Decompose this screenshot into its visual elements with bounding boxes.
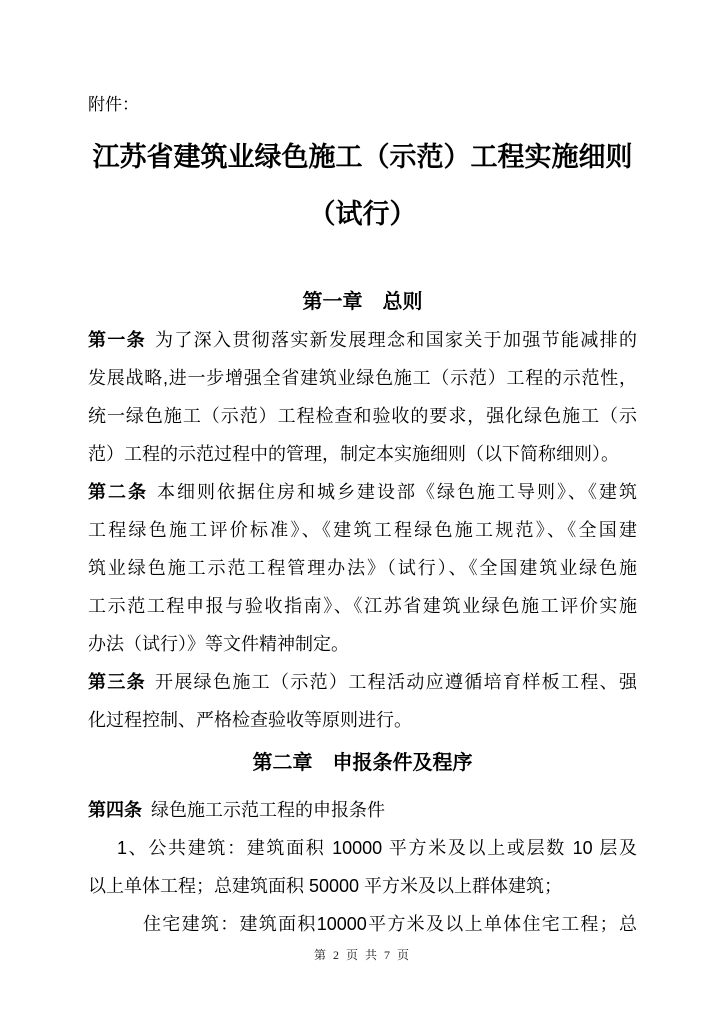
article1-line1: 为了深入贯彻落实新发展理念和国家关于加强节能减排的	[155, 330, 637, 350]
article3-paragraph	[88, 663, 637, 739]
text-line	[88, 321, 637, 359]
attachment-label: 附件：	[88, 95, 139, 114]
article3-line1: 开展绿色施工（示范）工程活动应遵循培育样板工程、强	[155, 672, 637, 692]
article1-label: 第一条	[88, 330, 146, 350]
article4-text: 绿色施工示范工程的申报条件	[151, 800, 385, 820]
document-title-line2: （试行）	[308, 199, 417, 229]
article1-line2: 发展战略,进一步增强全省建筑业绿色施工（示范）工程的示范性，	[88, 368, 637, 388]
text-line	[88, 663, 637, 701]
article2-paragraph	[88, 473, 637, 663]
article2-line1: 本细则依据住房和城乡建设部《绿色施工导则》、《建筑	[157, 482, 637, 502]
article1-line4: 范）工程的示范过程中的管理，制定本实施细则（以下简称细则）。	[88, 444, 619, 464]
public-building-line1: 1、公共建筑：建筑面积 10000 平方米及以上或层数 10 层及	[117, 838, 637, 858]
page-number: 第 2 页 共 7 页	[313, 948, 411, 962]
residential-building-item	[88, 905, 637, 943]
article2-line5: 办法（试行）》等文件精神制定。	[88, 634, 349, 654]
chapter1-heading: 第一章 总则	[302, 291, 423, 313]
article3-line2: 化过程控制、严格检查验收等原则进行。	[88, 710, 412, 730]
article2-label: 第二条	[88, 482, 148, 502]
chapter2-heading: 第二章 申报条件及程序	[252, 752, 473, 774]
article1-line3: 统一绿色施工（示范）工程检查和验收的要求，强化绿色施工（示	[88, 406, 637, 426]
residential-building-line1: 住宅建筑：建筑面积10000平方米及以上单体住宅工程；总	[143, 914, 637, 934]
article2-line2: 工程绿色施工评价标准》、《建筑工程绿色施工规范》、《全国建	[88, 520, 637, 540]
article2-line3: 筑业绿色施工示范工程管理办法》（试行）、《全国建筑业绿色施	[88, 558, 637, 578]
article4-paragraph	[88, 791, 637, 829]
text-line	[88, 791, 637, 829]
text-line	[88, 473, 637, 511]
article3-label: 第三条	[88, 672, 146, 692]
document-title	[88, 129, 637, 243]
public-building-line2: 以上单体工程；总建筑面积 50000 平方米及以上群体建筑；	[88, 876, 563, 896]
article2-line4: 工示范工程申报与验收指南》、《江苏省建筑业绿色施工评价实施	[88, 596, 637, 616]
article1-paragraph	[88, 321, 637, 473]
public-building-item	[88, 829, 637, 905]
document-title-line1: 江苏省建筑业绿色施工（示范）工程实施细则	[92, 142, 633, 172]
article4-label: 第四条	[88, 800, 142, 820]
